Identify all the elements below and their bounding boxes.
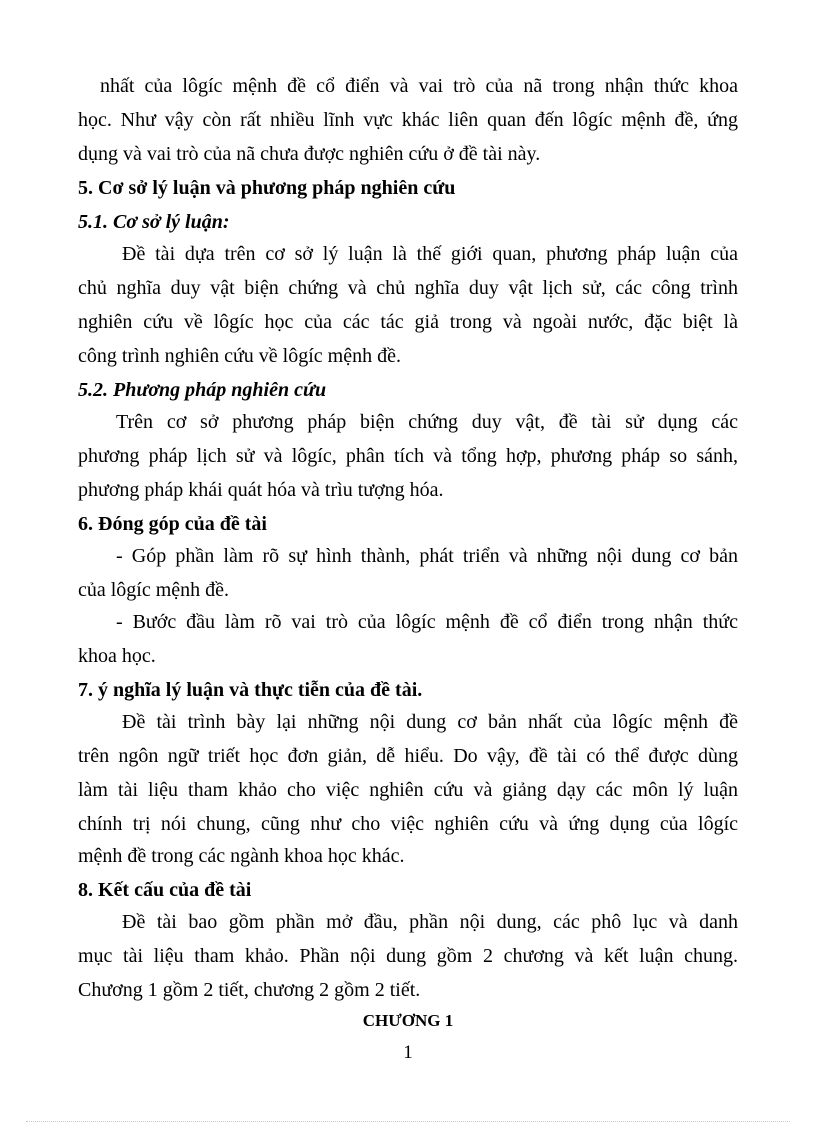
section-5-1-line-1: Đề tài dựa trên cơ sở lý luận là thế giới quan, phương pháp luận của	[122, 243, 738, 265]
section-7-line-1: Đề tài trình bày lại những nội dung cơ bản nhất của lôgíc mệnh đề	[122, 711, 738, 733]
section-8-line-1: Đề tài bao gồm phần mở đầu, phần nội dung, các phô lục và danh	[122, 911, 738, 933]
section-6-line-2: của lôgíc mệnh đề.	[78, 579, 230, 601]
section-8-line-3: Chương 1 gồm 2 tiết, chương 2 gồm 2 tiết.	[78, 979, 421, 1001]
section-6-line-3: - Bước đầu làm rõ vai trò của lôgíc mệnh đề cổ điển trong nhận thức	[116, 611, 738, 633]
section-7-heading: 7. ý nghĩa lý luận và thực tiễn của đề tài.	[78, 679, 423, 701]
intro-line-1: nhất của lôgíc mệnh đề cổ điển và vai trò của nã trong nhận thức khoa	[100, 75, 738, 97]
section-5-2-heading: 5.2. Phương pháp nghiên cứu	[78, 379, 327, 401]
section-5-1-line-4: công trình nghiên cứu về lôgíc mệnh đề.	[78, 345, 401, 367]
section-5-2-line-3: phương pháp khái quát hóa và trìu tượng hóa.	[78, 479, 444, 501]
section-5-1-line-2: chủ nghĩa duy vật biện chứng và chủ nghĩa duy vật lịch sử, các công trình	[78, 277, 738, 299]
section-7-line-3: làm tài liệu tham khảo cho việc nghiên cứu và giảng dạy các môn lý luận	[78, 779, 738, 801]
page-bottom-divider	[26, 1121, 790, 1122]
section-6-heading: 6. Đóng góp của đề tài	[78, 513, 267, 535]
section-6-line-4: khoa học.	[78, 645, 156, 667]
chapter-heading: CHƯƠNG 1	[362, 1011, 454, 1030]
section-8-line-2: mục tài liệu tham khảo. Phần nội dung gồm 2 chương và kết luận chung.	[78, 945, 738, 967]
intro-line-3: dụng và vai trò của nã chưa được nghiên cứu ở đề tài này.	[78, 143, 541, 165]
section-5-2-line-1: Trên cơ sở phương pháp biện chứng duy vật, đề tài sử dụng các	[116, 411, 738, 433]
section-5-1-line-3: nghiên cứu về lôgíc học của các tác giả trong và ngoài nước, đặc biệt là	[78, 311, 738, 333]
section-8-heading: 8. Kết cấu của đề tài	[78, 879, 252, 901]
section-7-line-2: trên ngôn ngữ triết học đơn giản, dễ hiểu. Do vậy, đề tài có thể được dùng	[78, 745, 738, 767]
section-5-2-line-2: phương pháp lịch sử và lôgíc, phân tích và tổng hợp, phương pháp so sánh,	[78, 445, 738, 467]
section-5-1-heading: 5.1. Cơ sở lý luận:	[78, 211, 230, 233]
section-6-line-1: - Góp phần làm rõ sự hình thành, phát triển và những nội dung cơ bản	[116, 545, 738, 567]
section-7-line-5: mệnh đề trong các ngành khoa học khác.	[78, 845, 405, 867]
section-7-line-4: chính trị nói chung, cũng như cho việc nghiên cứu và ứng dụng của lôgíc	[78, 813, 738, 835]
section-5-heading: 5. Cơ sở lý luận và phương pháp nghiên cứu	[78, 177, 456, 199]
intro-line-2: học. Như vậy còn rất nhiều lĩnh vực khác liên quan đến lôgíc mệnh đề, ứng	[78, 109, 738, 131]
page-number: 1	[403, 1042, 413, 1063]
